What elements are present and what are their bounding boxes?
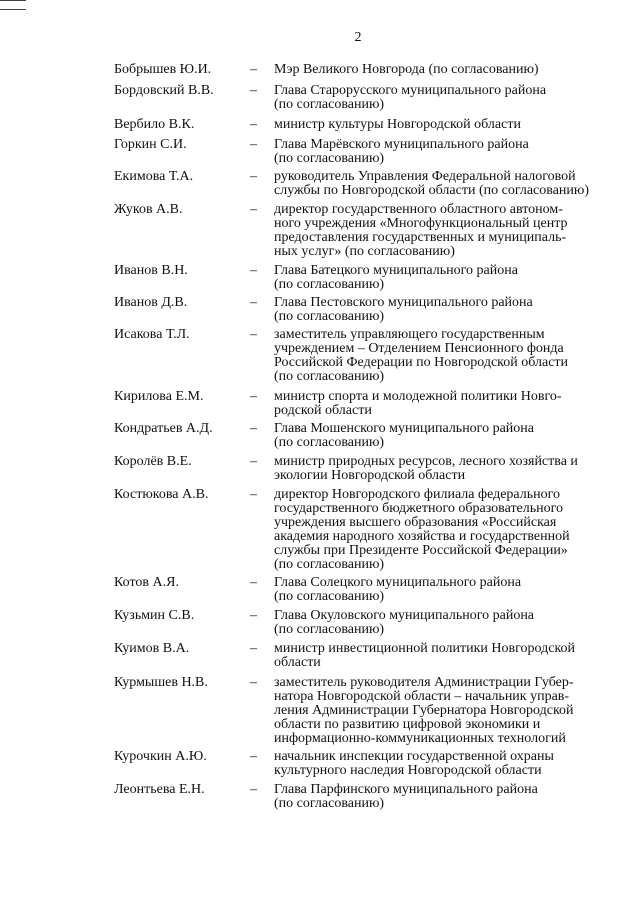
- dash-separator: –: [250, 117, 257, 132]
- member-name: Кондратьев А.Д.: [114, 421, 213, 436]
- dash-separator: –: [250, 169, 257, 184]
- member-name: Курмышев Н.В.: [114, 675, 208, 690]
- dash-separator: –: [250, 487, 257, 502]
- member-name: Бордовский В.В.: [114, 83, 214, 98]
- member-role: министр инвестиционной политики Новгородской области: [274, 641, 576, 670]
- page-number: 2: [354, 30, 362, 45]
- member-role: Глава Мошенского муниципального района (по согласованию): [274, 421, 534, 450]
- member-role: Глава Марёвского муниципального района (по согласованию): [274, 137, 529, 166]
- member-role: Глава Батецкого муниципального района (по согласованию): [274, 263, 518, 292]
- dash-separator: –: [250, 202, 257, 217]
- member-name: Кирилова Е.М.: [114, 389, 204, 404]
- dash-separator: –: [250, 295, 257, 310]
- member-name: Исакова Т.Л.: [114, 327, 190, 342]
- dash-separator: –: [250, 62, 257, 77]
- dash-separator: –: [250, 782, 257, 797]
- member-name: Екимова Т.А.: [114, 169, 194, 184]
- member-name: Леонтьева Е.Н.: [114, 782, 205, 797]
- member-role: заместитель руководителя Администрации Губер- натора Новгородской области – начальник управ- ления Администрации Губернатора Новгородской области по развитию цифровой экономики и информационно-коммуникационных технологий: [274, 675, 574, 746]
- member-role: руководитель Управления Федеральной налоговой службы по Новгородской области (по согласованию): [274, 169, 590, 198]
- corner-scan-mark: [0, 0, 26, 10]
- dash-separator: –: [250, 327, 257, 342]
- member-role: Глава Парфинского муниципального района (по согласованию): [274, 782, 538, 811]
- member-name: Иванов В.Н.: [114, 263, 188, 278]
- dash-separator: –: [250, 454, 257, 469]
- dash-separator: –: [250, 421, 257, 436]
- member-name: Вербило В.К.: [114, 117, 195, 132]
- dash-separator: –: [250, 641, 257, 656]
- member-role: министр природных ресурсов, лесного хозяйства и экологии Новгородской области: [274, 454, 578, 483]
- member-name: Жуков А.В.: [114, 202, 183, 217]
- member-role: директор государственного областного автоном- ного учреждения «Многофункциональный центр предоставления государственных и муниципаль- ных услуг» (по согласованию): [274, 202, 568, 259]
- member-name: Котов А.Я.: [114, 575, 179, 590]
- member-role: Глава Старорусского муниципального района (по согласованию): [274, 83, 547, 112]
- member-name: Куимов В.А.: [114, 641, 190, 656]
- member-name: Королёв В.Е.: [114, 454, 192, 469]
- member-role: начальник инспекции государственной охраны культурного наследия Новгородской области: [274, 749, 554, 778]
- member-role: Мэр Великого Новгорода (по согласованию): [274, 62, 539, 77]
- member-role: министр культуры Новгородской области: [274, 117, 521, 132]
- member-role: Глава Окуловского муниципального района (по согласованию): [274, 608, 535, 637]
- member-role: директор Новгородского филиала федерального государственного бюджетного образовательного учреждения высшего образования «Российская академия народного хозяйства и государственной службы при Президенте Российской Федерации» (по согласованию): [274, 487, 570, 572]
- dash-separator: –: [250, 608, 257, 623]
- member-role: заместитель управляющего государственным учреждением – Отделением Пенсионного фонда Российской Федерации по Новгородской области (по согласованию): [274, 327, 569, 384]
- dash-separator: –: [250, 675, 257, 690]
- member-name: Костюкова А.В.: [114, 487, 209, 502]
- dash-separator: –: [250, 263, 257, 278]
- member-name: Горкин С.И.: [114, 137, 187, 152]
- member-role: Глава Солецкого муниципального района (по согласованию): [274, 575, 522, 604]
- dash-separator: –: [250, 83, 257, 98]
- dash-separator: –: [250, 749, 257, 764]
- dash-separator: –: [250, 389, 257, 404]
- member-role: министр спорта и молодежной политики Новго- родской области: [274, 389, 562, 418]
- member-role: Глава Пестовского муниципального района (по согласованию): [274, 295, 533, 324]
- member-name: Бобрышев Ю.И.: [114, 62, 212, 77]
- dash-separator: –: [250, 575, 257, 590]
- member-name: Иванов Д.В.: [114, 295, 188, 310]
- member-name: Кузьмин С.В.: [114, 608, 195, 623]
- dash-separator: –: [250, 137, 257, 152]
- member-name: Курочкин А.Ю.: [114, 749, 207, 764]
